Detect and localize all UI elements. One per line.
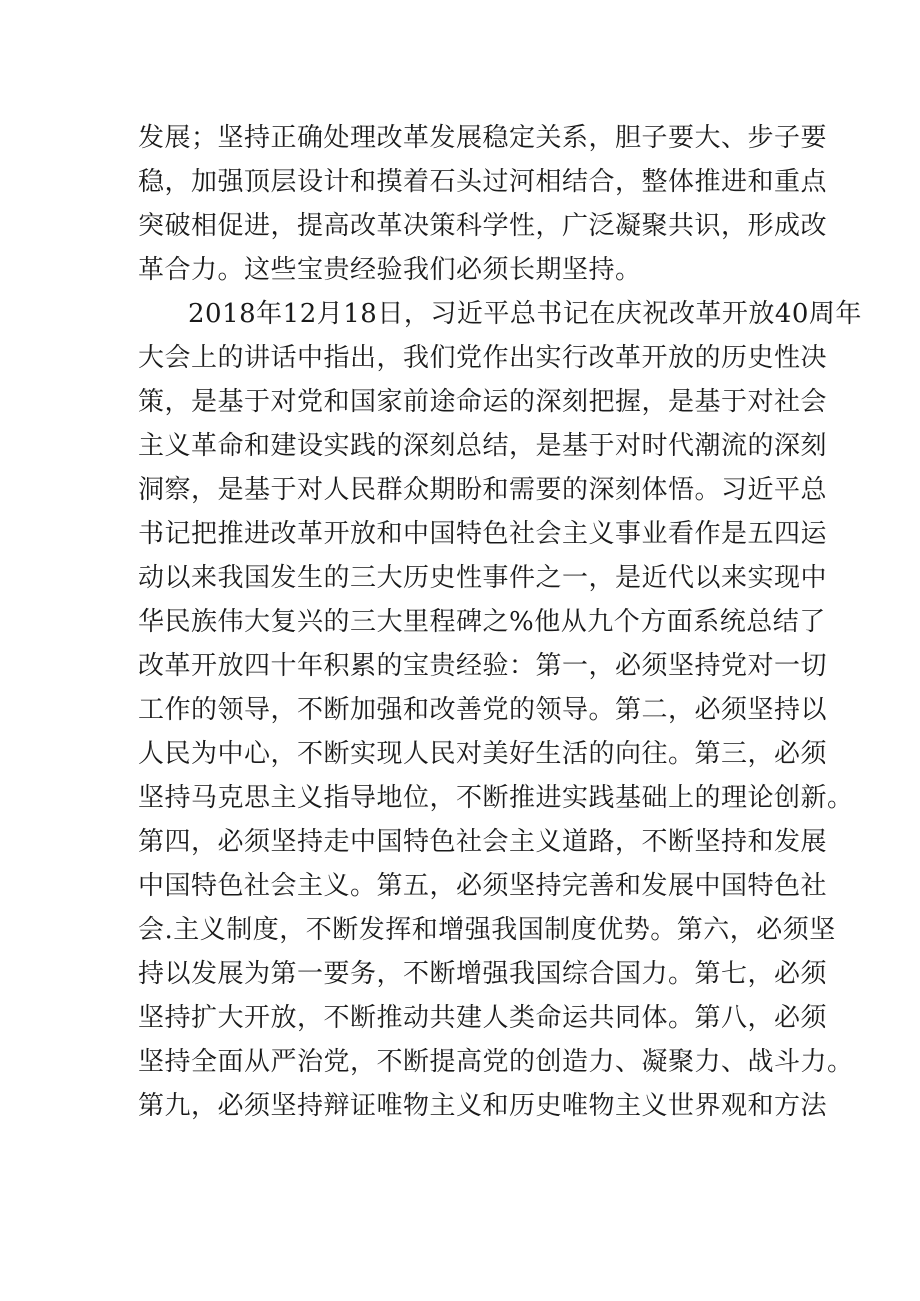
text-line: 坚持马克思主义指导地位，不断推进实践基础上的理论创新。: [138, 783, 854, 813]
paragraph-first-line: 2018年12月18日，习近平总书记在庆祝改革开放40周年: [188, 299, 862, 329]
text-line: 发展；坚持正确处理改革发展稳定关系，胆子要大、步子要: [138, 123, 828, 153]
text-line: 洞察，是基于对人民群众期盼和需要的深刻体悟。习近平总: [138, 475, 828, 505]
text-line: 突破相促进，提高改革决策科学性，广泛凝聚共识，形成改: [138, 211, 828, 241]
text-line: 第九，必须坚持辩证唯物主义和历史唯物主义世界观和方法: [138, 1091, 828, 1121]
text-line: 华民族伟大复兴的三大里程碑之%他从九个方面系统总结了: [138, 607, 826, 637]
text-line: 动以来我国发生的三大历史性事件之一，是近代以来实现中: [138, 563, 828, 593]
text-line: 中国特色社会主义。第五，必须坚持完善和发展中国特色社: [138, 871, 828, 901]
text-line: 大会上的讲话中指出，我们党作出实行改革开放的历史性决: [138, 343, 828, 373]
text-line: 策，是基于对党和国家前途命运的深刻把握，是基于对社会: [138, 387, 828, 417]
text-line: 第四，必须坚持走中国特色社会主义道路，不断坚持和发展: [138, 827, 828, 857]
text-line: 坚持全面从严治党，不断提高党的创造力、凝聚力、战斗力。: [138, 1047, 854, 1077]
text-line: 坚持扩大开放，不断推动共建人类命运共同体。第八，必须: [138, 1003, 828, 1033]
text-line: 主义革命和建设实践的深刻总结，是基于对时代潮流的深刻: [138, 431, 828, 461]
text-line: 人民为中心，不断实现人民对美好生活的向往。第三，必须: [138, 739, 828, 769]
text-line: 稳，加强顶层设计和摸着石头过河相结合，整体推进和重点: [138, 167, 828, 197]
text-line: 持以发展为第一要务，不断增强我国综合国力。第七，必须: [138, 959, 828, 989]
text-line: 革合力。这些宝贵经验我们必须长期坚持。: [138, 255, 642, 285]
text-line: 改革开放四十年积累的宝贵经验：第一，必须坚持党对一切: [138, 651, 828, 681]
text-line: 书记把推进改革开放和中国特色社会主义事业看作是五四运: [138, 519, 828, 549]
text-line: 会.主义制度，不断发挥和增强我国制度优势。第六，必须坚: [138, 915, 836, 945]
text-line: 工作的领导，不断加强和改善党的领导。第二，必须坚持以: [138, 695, 828, 725]
